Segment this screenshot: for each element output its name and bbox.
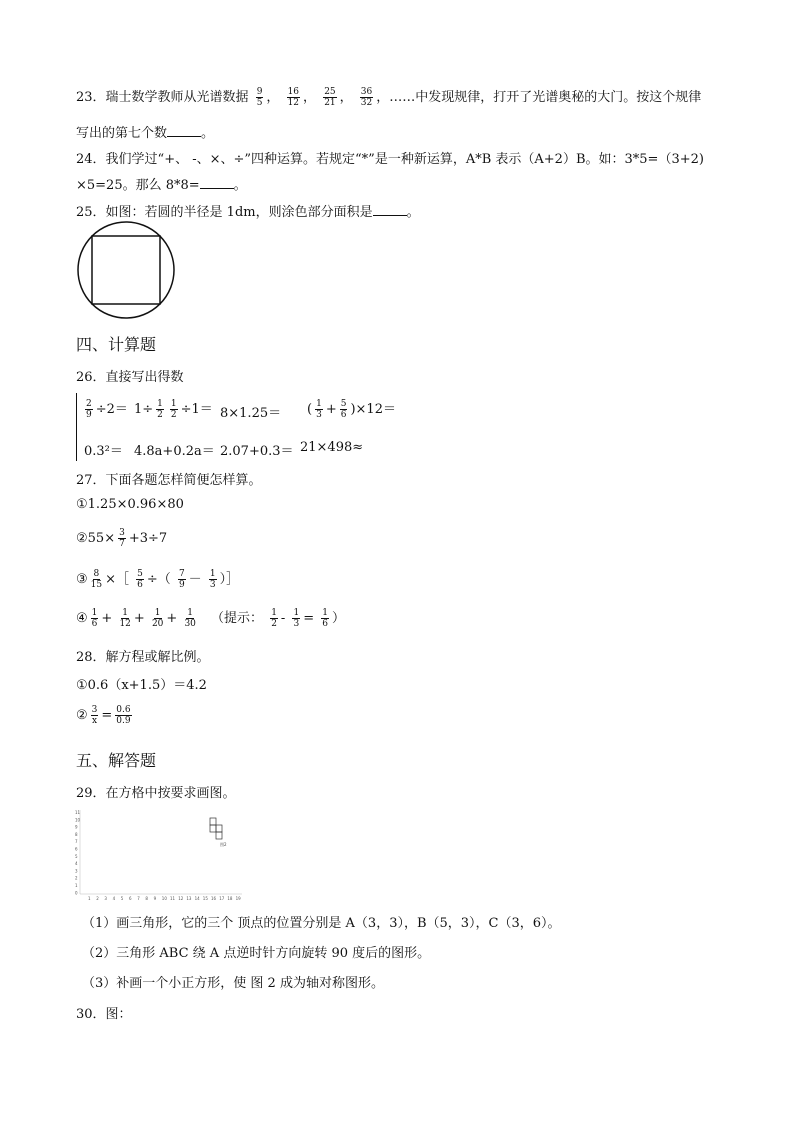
answer-blank[interactable] xyxy=(373,203,407,216)
q23-frac-3: $\frac{25}{21}$ xyxy=(324,87,336,108)
section-heading: 五、解答题 xyxy=(76,751,157,770)
q27-part1: ①1.25×0.96×80 xyxy=(76,497,184,512)
q28-part2: ② $\frac{3}{x}$ = $\frac{0.6}{0.9}$ xyxy=(76,705,131,726)
y-tick-label: 5 xyxy=(75,853,78,859)
calc-item: 21×498≈ xyxy=(300,440,364,455)
x-tick-label: 8 xyxy=(145,896,148,901)
x-tick-label: 6 xyxy=(129,896,132,901)
calc-item: 4.8a+0.2a＝ xyxy=(134,444,215,459)
q23-line2: 写出的第七个数 。 xyxy=(76,126,215,141)
q29-title: 29．在方格中按要求画图。 xyxy=(76,786,236,801)
x-tick-label: 3 xyxy=(104,896,107,901)
q29-step2: （2）三角形 ABC 绕 A 点逆时针方向旋转 90 度后的图形。 xyxy=(82,946,431,961)
calc-item: $\frac{2}{9}$ ÷2＝ xyxy=(86,399,128,420)
y-tick-label: 0 xyxy=(75,890,78,896)
x-tick-label: 19 xyxy=(235,896,241,901)
q29-step1: （1）画三角形，它的三个 顶点的位置分别是 A（3，3），B（5，3），C（3，6）。 xyxy=(82,916,561,931)
q29-step3: （3）补画一个小正方形，使 图 2 成为轴对称图形。 xyxy=(82,976,384,991)
y-tick-label: 6 xyxy=(75,846,78,852)
x-tick-label: 12 xyxy=(178,896,184,901)
x-tick-label: 2 xyxy=(96,896,99,901)
x-tick-label: 9 xyxy=(153,896,157,901)
q24-line2: ×5=25。那么 8*8= 。 xyxy=(76,178,247,193)
calc-item: ( $\frac{1}{3}$ + $\frac{5}{6}$ )×12＝ xyxy=(307,399,396,420)
x-tick-label: 15 xyxy=(202,896,208,901)
x-tick-label: 1 xyxy=(88,896,91,901)
coordinate-grid-figure xyxy=(74,808,264,904)
q23-frac-4: $\frac{36}{32}$ xyxy=(360,87,373,108)
answer-blank[interactable] xyxy=(167,124,201,137)
x-tick-label: 17 xyxy=(219,896,225,901)
q24-line1: 24．我们学过“+、 -、×、÷”四种运算。若规定“*”是一种新运算，A*B 表示（A+2）B。如：3*5=（3+2) xyxy=(76,152,704,167)
calc-item: 8×1.25＝ xyxy=(220,406,282,421)
y-tick-label: 11 xyxy=(75,810,81,815)
calc-bracket xyxy=(76,393,77,461)
x-tick-label: 4 xyxy=(112,896,116,901)
q27-part4: ④ $\frac{1}{6}$ + $\frac{1}{12}$ + $\frac{1}{20}$ + $\frac{1}{30}$ （提示： $\frac{1}{2}$ - $\frac{1}{3}$ = $\frac{1}{6}$ ） xyxy=(76,608,345,629)
answer-blank[interactable] xyxy=(200,176,234,189)
x-tick-label: 7 xyxy=(137,896,140,901)
y-tick-label: 3 xyxy=(75,868,78,874)
small-squares-figure xyxy=(210,818,222,839)
section-heading: 四、计算题 xyxy=(76,335,157,354)
figure-label: 图2 xyxy=(220,842,227,847)
q25-line: 25．如图：若圆的半径是 1dm，则涂色部分面积是 。 xyxy=(76,205,420,220)
q23-line1: 23．瑞士数学教师从光谱数据 $\frac{9}{5}$ ， $\frac{16}{12}$ ， $\frac{25}{21}$ ， $\frac{36}{32}$ ，……中发现规律，打开了光谱奥秘的大门。按这个规律 xyxy=(76,87,702,108)
x-tick-label: 10 xyxy=(161,896,167,901)
calc-item: 2.07+0.3＝ xyxy=(220,444,294,459)
circle-square-figure xyxy=(76,220,178,320)
q30-title: 30．图： xyxy=(76,1007,132,1022)
x-tick-label: 5 xyxy=(120,896,124,901)
y-tick-label: 10 xyxy=(75,817,81,823)
y-tick-label: 1 xyxy=(75,883,78,888)
calc-item: 0.3²＝ xyxy=(84,444,123,459)
q23-frac-2: $\frac{16}{12}$ xyxy=(287,87,300,108)
y-tick-label: 8 xyxy=(75,831,78,837)
x-tick-label: 16 xyxy=(211,896,217,901)
y-tick-label: 4 xyxy=(75,861,78,867)
q27-title: 27．下面各题怎样简便怎样算。 xyxy=(76,473,262,488)
y-tick-label: 7 xyxy=(75,839,78,845)
q28-title: 28．解方程或解比例。 xyxy=(76,650,210,665)
y-tick-label: 9 xyxy=(75,824,78,830)
x-tick-label: 18 xyxy=(227,896,233,901)
calc-item: 1÷ $\frac{1}{2}$ $\frac{1}{2}$ ÷1＝ xyxy=(134,399,213,420)
x-tick-label: 13 xyxy=(186,896,192,901)
q27-part3: ③ $\frac{8}{15}$ ×［ $\frac{5}{6}$ ÷（ $\frac{7}{9}$ － $\frac{1}{3}$ ）］ xyxy=(76,569,240,590)
q23-frac-1: $\frac{9}{5}$ xyxy=(256,87,263,108)
x-tick-label: 11 xyxy=(170,896,176,901)
y-tick-label: 2 xyxy=(75,875,78,881)
q26-title: 26．直接写出得数 xyxy=(76,370,184,385)
x-tick-label: 14 xyxy=(194,896,200,901)
q28-part1: ①0.6（x+1.5）＝4.2 xyxy=(76,678,207,693)
q27-part2: ②55× $\frac{3}{7}$ +3÷7 xyxy=(76,528,168,549)
